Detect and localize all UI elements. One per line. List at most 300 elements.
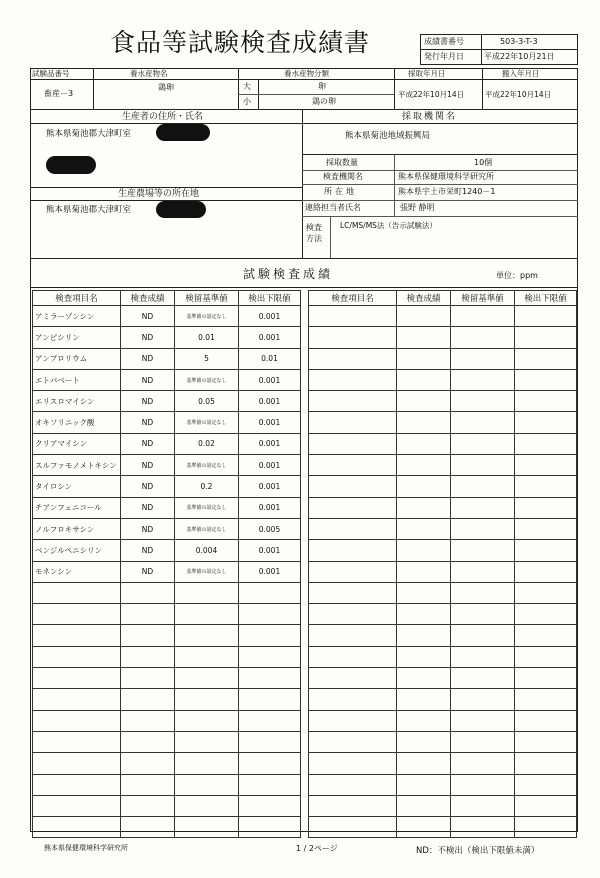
empty-cell [451,646,515,667]
header-lod: 検出下限値 [239,291,301,306]
empty-cell [397,646,451,667]
results-table-right [308,290,577,838]
empty-cell [239,710,301,731]
empty-cell [451,433,515,454]
location: 熊本県宇土市栄町1240－1 [398,187,496,196]
empty-cell [121,668,175,689]
empty-cell [397,497,451,518]
empty-cell [451,753,515,774]
results-table-left [32,290,301,838]
empty-cell [451,817,515,838]
empty-cell [515,391,577,412]
table-row [309,689,577,710]
empty-cell [515,795,577,816]
empty-cell [397,433,451,454]
result-value: ND [121,433,175,454]
table-row [33,731,301,752]
empty-cell [515,306,577,327]
location-label: 所在地 [324,187,357,196]
empty-cell [309,518,397,539]
redacted-producer-name [156,124,210,141]
empty-cell [175,668,239,689]
table-row [33,561,301,582]
empty-cell [397,369,451,390]
empty-cell [451,369,515,390]
item-name: ノルフロキサシン [33,518,121,539]
empty-cell [451,327,515,348]
result-value: ND [121,391,175,412]
lod-value: 0.01 [239,348,301,369]
empty-cell [515,668,577,689]
empty-cell [309,412,397,433]
empty-cell [121,604,175,625]
table-row [33,391,301,412]
table-row [309,518,577,539]
limit-value: 基準値の設定なし [175,561,239,582]
lod-value: 0.001 [239,540,301,561]
table-row [309,795,577,816]
empty-cell [515,476,577,497]
footer-organization: 熊本県保健環境科学研究所 [44,844,128,852]
empty-cell [515,412,577,433]
empty-cell [309,476,397,497]
header-item: 検査項目名 [33,291,121,306]
table-row [309,582,577,603]
empty-cell [33,668,121,689]
sample-number: 畜産－3 [44,89,74,98]
empty-cell [451,710,515,731]
empty-cell [33,817,121,838]
result-value: ND [121,455,175,476]
limit-value: 基準値の設定なし [175,497,239,518]
empty-cell [175,817,239,838]
table-row [33,753,301,774]
empty-cell [309,604,397,625]
table-row [309,774,577,795]
empty-cell [175,625,239,646]
table-row [309,433,577,454]
empty-cell [175,710,239,731]
product-name: 鶏卵 [158,83,174,92]
empty-cell [309,710,397,731]
empty-cell [451,774,515,795]
item-name: クリアマイシン [33,433,121,454]
table-row [309,455,577,476]
facility-heading: 生産農場等の所在地 [118,189,200,199]
empty-cell [309,306,397,327]
table-row [33,710,301,731]
empty-cell [451,476,515,497]
result-value: ND [121,476,175,497]
limit-value: 0.2 [175,476,239,497]
limit-value: 5 [175,348,239,369]
collection-agency: 熊本県菊池地域振興局 [345,131,431,141]
empty-cell [309,731,397,752]
empty-cell [397,774,451,795]
empty-cell [239,795,301,816]
table-row [309,540,577,561]
empty-cell [239,753,301,774]
quantity: 10個 [474,158,493,167]
empty-cell [515,518,577,539]
redacted-facility-name [156,201,206,218]
table-row [33,518,301,539]
empty-cell [33,753,121,774]
header-item: 検査項目名 [309,291,397,306]
empty-cell [239,646,301,667]
empty-cell [515,774,577,795]
table-row [309,476,577,497]
empty-cell [515,753,577,774]
result-value: ND [121,412,175,433]
empty-cell [451,497,515,518]
empty-cell [451,731,515,752]
table-row [309,348,577,369]
empty-cell [451,518,515,539]
nd-note: ND：不検出（検出下限値未満） [416,846,540,856]
empty-cell [33,710,121,731]
col-product: 養水産物名 [130,69,168,78]
empty-cell [397,753,451,774]
result-value: ND [121,497,175,518]
empty-cell [239,817,301,838]
empty-cell [175,795,239,816]
lab-name: 熊本県保健環境科学研究所 [398,172,494,181]
empty-cell [397,582,451,603]
empty-cell [397,731,451,752]
lod-value: 0.001 [239,455,301,476]
empty-cell [309,774,397,795]
limit-value: 基準値の設定なし [175,306,239,327]
lod-value: 0.001 [239,433,301,454]
table-row [33,689,301,710]
lod-value: 0.001 [239,369,301,390]
col-sampled-date: 採取年月日 [408,69,446,78]
producer-address: 熊本県菊池郡大津町室 [46,129,132,139]
table-row [309,561,577,582]
empty-cell [33,774,121,795]
empty-cell [239,774,301,795]
empty-cell [309,646,397,667]
limit-value: 基準値の設定なし [175,518,239,539]
empty-cell [121,582,175,603]
empty-cell [309,625,397,646]
empty-cell [121,731,175,752]
item-name: モネンシン [33,561,121,582]
report-number: 503-3-T-3 [500,37,538,46]
table-row [33,817,301,838]
empty-cell [33,795,121,816]
empty-cell [121,817,175,838]
empty-cell [451,540,515,561]
empty-cell [239,668,301,689]
table-row [309,753,577,774]
item-name: タイロシン [33,476,121,497]
col-received-date: 搬入年月日 [502,69,540,78]
empty-cell [121,753,175,774]
header-result: 検査成績 [121,291,175,306]
table-row [33,497,301,518]
empty-cell [309,582,397,603]
result-value: ND [121,348,175,369]
header-limit: 検留基準値 [451,291,515,306]
table-row [33,668,301,689]
result-value: ND [121,518,175,539]
table-row [33,369,301,390]
empty-cell [515,731,577,752]
col-class: 養水産物分類 [284,69,329,78]
empty-cell [175,646,239,667]
table-row [33,540,301,561]
empty-cell [515,455,577,476]
empty-cell [33,625,121,646]
table-row [309,646,577,667]
header-lod: 検出下限値 [515,291,577,306]
empty-cell [309,689,397,710]
result-value: ND [121,327,175,348]
item-name: スルファモノメトキシン [33,455,121,476]
lod-value: 0.001 [239,476,301,497]
table-row [33,646,301,667]
limit-value: 基準値の設定なし [175,369,239,390]
table-row [33,582,301,603]
empty-cell [33,582,121,603]
empty-cell [515,561,577,582]
empty-cell [309,455,397,476]
empty-cell [239,731,301,752]
result-value: ND [121,561,175,582]
redacted-producer-line [46,156,96,174]
empty-cell [309,817,397,838]
empty-cell [397,604,451,625]
empty-cell [515,582,577,603]
table-row [33,476,301,497]
empty-cell [239,625,301,646]
empty-cell [515,540,577,561]
col-sample-no: 試験品番号 [32,69,70,78]
empty-cell [515,327,577,348]
empty-cell [309,433,397,454]
empty-cell [121,689,175,710]
empty-cell [309,795,397,816]
empty-cell [397,327,451,348]
empty-cell [121,710,175,731]
item-name: エリスロマイシン [33,391,121,412]
table-row [309,306,577,327]
contact-label: 連絡担当者氏名 [305,203,361,212]
empty-cell [515,369,577,390]
empty-cell [397,817,451,838]
producer-heading: 生産者の住所・氏名 [122,112,204,122]
empty-cell [451,306,515,327]
empty-cell [451,668,515,689]
table-row [309,731,577,752]
result-value: ND [121,540,175,561]
lod-value: 0.001 [239,306,301,327]
quantity-label: 採取数量 [326,158,358,167]
empty-cell [451,795,515,816]
class-large-label: 大 [243,82,251,91]
empty-cell [397,625,451,646]
empty-cell [309,391,397,412]
table-row [33,774,301,795]
empty-cell [515,710,577,731]
empty-cell [121,774,175,795]
result-value: ND [121,369,175,390]
empty-cell [397,710,451,731]
empty-cell [175,689,239,710]
table-row [33,348,301,369]
empty-cell [309,327,397,348]
limit-value: 0.05 [175,391,239,412]
table-row [309,327,577,348]
report-number-label: 成績書番号 [424,37,464,46]
empty-cell [397,391,451,412]
item-name: チアンフェニコール [33,497,121,518]
item-name: アンプロリウム [33,348,121,369]
empty-cell [515,604,577,625]
issue-date-label: 発行年月日 [424,52,464,61]
empty-cell [309,348,397,369]
class-small-value: 鶏の卵 [312,97,336,106]
empty-cell [33,646,121,667]
lod-value: 0.001 [239,412,301,433]
table-row [33,306,301,327]
empty-cell [397,348,451,369]
result-value: ND [121,306,175,327]
item-name: ベンジルペニシリン [33,540,121,561]
empty-cell [451,604,515,625]
class-small-label: 小 [243,97,251,106]
collection-heading: 採取機関名 [402,112,458,122]
empty-cell [121,795,175,816]
table-row [33,604,301,625]
table-row [309,497,577,518]
empty-cell [309,753,397,774]
empty-cell [239,604,301,625]
empty-cell [175,753,239,774]
empty-cell [309,540,397,561]
table-row [33,625,301,646]
table-row [33,433,301,454]
table-row [309,391,577,412]
empty-cell [515,689,577,710]
table-row [309,604,577,625]
empty-cell [515,497,577,518]
lod-value: 0.001 [239,391,301,412]
empty-cell [397,518,451,539]
table-row [33,327,301,348]
table-row [33,455,301,476]
item-name: オキソリニック酸 [33,412,121,433]
limit-value: 0.004 [175,540,239,561]
empty-cell [451,348,515,369]
lod-value: 0.001 [239,561,301,582]
empty-cell [175,582,239,603]
table-row [309,817,577,838]
item-name: アミラーゾンシン [33,306,121,327]
empty-cell [121,646,175,667]
empty-cell [397,689,451,710]
empty-cell [397,561,451,582]
table-row [309,710,577,731]
item-name: エトパベート [33,369,121,390]
issue-date: 平成22年10月21日 [484,52,555,61]
lod-value: 0.001 [239,497,301,518]
limit-value: 基準値の設定なし [175,455,239,476]
empty-cell [33,604,121,625]
results-heading: 試験検査成績 [243,267,334,281]
table-row [309,625,577,646]
empty-cell [397,412,451,433]
empty-cell [397,540,451,561]
empty-cell [451,561,515,582]
class-large-value: 卵 [318,82,326,91]
empty-cell [175,774,239,795]
contact-name: 張野 静明 [400,203,435,212]
empty-cell [397,795,451,816]
header-limit: 検留基準値 [175,291,239,306]
limit-value: 0.02 [175,433,239,454]
results-unit: 単位：ppm [496,271,538,280]
limit-value: 0.01 [175,327,239,348]
empty-cell [515,433,577,454]
table-row [309,412,577,433]
empty-cell [397,476,451,497]
header-result: 検査成績 [397,291,451,306]
empty-cell [309,668,397,689]
empty-cell [175,731,239,752]
document-title: 食品等試験検査成績書 [110,28,371,57]
empty-cell [515,348,577,369]
limit-value: 基準値の設定なし [175,412,239,433]
empty-cell [451,455,515,476]
empty-cell [33,689,121,710]
table-row [309,668,577,689]
lab-label: 検査機関名 [323,172,363,181]
empty-cell [451,582,515,603]
page-number: 1 / 2ページ [296,844,338,853]
empty-cell [451,625,515,646]
table-row [33,795,301,816]
empty-cell [515,817,577,838]
table-row [33,412,301,433]
lod-value: 0.005 [239,518,301,539]
received-date: 平成22年10月14日 [485,90,552,99]
empty-cell [239,689,301,710]
empty-cell [515,625,577,646]
empty-cell [397,455,451,476]
empty-cell [309,561,397,582]
facility-address: 熊本県菊池郡大津町室 [46,205,132,215]
method-label: 検査方法 [306,223,322,243]
sampled-date: 平成22年10月14日 [398,90,465,99]
empty-cell [451,391,515,412]
table-row [309,369,577,390]
empty-cell [239,582,301,603]
empty-cell [515,646,577,667]
empty-cell [309,369,397,390]
empty-cell [121,625,175,646]
method: LC/MS/MS法（告示試験法） [340,221,437,230]
item-name: アンピシリン [33,327,121,348]
lod-value: 0.001 [239,327,301,348]
empty-cell [33,731,121,752]
empty-cell [175,604,239,625]
empty-cell [397,306,451,327]
empty-cell [451,689,515,710]
empty-cell [451,412,515,433]
